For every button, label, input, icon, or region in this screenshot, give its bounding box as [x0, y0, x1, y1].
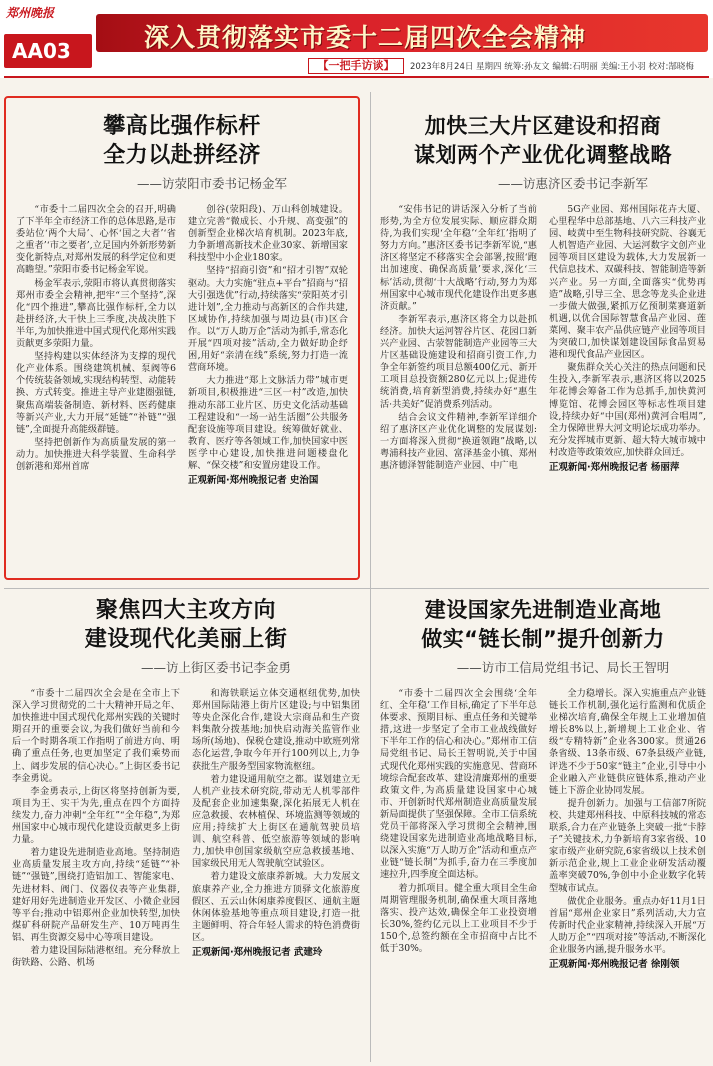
- paragraph: 着力建设国际陆港枢纽。充分释放上街铁路、公路、机场: [12, 944, 180, 969]
- column-divider: [370, 92, 371, 1062]
- article-headline: [378, 112, 708, 170]
- article-subhead: ——访惠济区委书记李新军: [497, 176, 648, 191]
- article-subhead: ——访上街区委书记李金勇: [140, 660, 291, 675]
- body-column: [549, 204, 706, 582]
- paragraph: 提升创新力。加强与工信部7所院校、共建郑州科技、中原科技城的常态联系,合力在产业链条上突破一批“卡脖子”关键技术,力争新培育3家省级、10家市级产业研究院,6家省级以上技术创新示范企业,规上工业企业研发活动覆盖率突破70%,争创中小企业数字化转型城市试点。: [549, 797, 706, 894]
- row-divider: [4, 588, 709, 589]
- paragraph: 坚持构建以实体经济为支撑的现代化产业体系。围绕建筑机械、泵阀等6个传统装备领域,实现结构转型、动能转换、方式转变。推进主导产业建圈强链,聚焦高端装备制造、新材料、医药健康等新兴产业,大力开展“延链”“补链”“强链”,全面提升高能级群链。: [16, 351, 176, 435]
- page-number-badge: AA03: [4, 34, 92, 68]
- paragraph: 着力建设先进制造业高地。坚持制造业高质量发展主攻方向,持续“延链”“补链”“强链”,围绕打造铝加工、智能家电、先进材料、阀门、仪器仪表等产业集群,建好用好先进制造业开发区、小微企业园等平台;推动中铝郑州企业加快转型,加快煤矿科研院产品研发生产、10万吨再生铝、再生资源交易中心等项目建设。: [12, 847, 180, 943]
- body-column: [380, 204, 537, 582]
- body-column: [16, 204, 176, 574]
- article-subhead: ——访市工信局党组书记、局长王智明: [456, 660, 670, 675]
- body-column: [188, 204, 348, 574]
- headline-line: 全力以赴拼经济: [103, 143, 261, 168]
- paragraph: 李金勇表示,上街区将坚持创新为要,项目为王、实干为先,重点在四个方面持续发力,奋力冲刺“全年红”“全年稳”,为郑州国家中心城市现代化建设贡献更多上街力量。: [12, 785, 180, 846]
- headline-line: 攀高比强作标杆: [103, 114, 261, 139]
- paragraph: “安伟书记的讲话深入分析了当前形势,为全方位发展实际、顺应群众期待,为我们实现‘全年稳’‘全年红’指明了努力方向。”惠济区委书记李新军说,“惠济区将坚定不移落实全会部署,按照‘跑出加速度、确保高质量’要求,深化‘三标’活动,贯彻‘十大战略’行动,努力为郑州国家中心城市现代化建设作出更多惠济贡献。”: [380, 204, 537, 312]
- headline-line: 建设现代化美丽上街: [84, 627, 288, 652]
- paragraph: “市委十二届四次全会围绕‘全年红、全年稳’工作目标,确定了下半年总体要求、预期目标、重点任务和关键举措,这进一步坚定了全市工业战线做好下半年工作的信心和决心。”郑州市工信局党组书记、局长王智明说,关于中国式现代化郑州实践的实施意见、营商环境综合配套改革、建设清廉郑州的重要政策文件,为高质量建设国家中心城市、开创新时代郑州制造业高质量发展新局面提供了坚强保障。全市工信系统党员干部将深入学习贯彻全会精神,围绕建设国家先进制造业高地战略目标,以深入实施“万人助万企”活动和重点产业链“链长制”为抓手,奋力在三季度加速拉升,四季度全面达标。: [380, 688, 537, 881]
- article-headline: [8, 596, 364, 654]
- paragraph: 李新军表示,惠济区将全力以赴抓经济。加快大运河智谷片区、花园口新兴产业园、古荥智能制造产业园等三大片区基础设施建设和招商引资工作,力争全年新签约项目总额400亿元、新开工项目总投资额280亿元以上;促进传统消费,培育新型消费,持续办好“惠生活·共美好”促消费系列活动。: [380, 313, 537, 410]
- article-headline: [10, 112, 354, 170]
- paragraph: 和海铁联运立体交通枢纽优势,加快郑州国际陆港上街片区建设;与中铝集团等央企深化合作,建设大宗商品和生产资料集散分拨基地;加快启动海关监管作业场所(场地)、保税仓建设,推动中欧班列常态化运营,争取今年开行100列以上,力争获批生产服务型国家物流枢纽。: [192, 688, 360, 772]
- paragraph: “市委十二届四次全会的召开,明确了下半年全市经济工作的总体思路,是市委站位‘两个大局’、心怀‘国之大者’‘省之重者’‘市之要者’,立足国内外新形势新变化新特点,对郑州发展的科学定位和更高瞻望。”荥阳市委书记杨金军说。: [16, 204, 176, 276]
- section-banner: [96, 14, 708, 52]
- paragraph: “市委十二届四次全会是在全市上下深入学习贯彻党的二十大精神开局之年、加快推进中国式现代化郑州实践的关键时期召开的重要会议,为我们做好当前和今后一个时期各项工作指明了前进方向、明确了重点任务,也更加坚定了我们乘势而上、阔步发展的信心决心。”上街区委书记李金勇说。: [12, 688, 180, 784]
- paragraph: 着力建设通用航空之都。谋划建立无人机产业技术研究院,带动无人机零部件及配套企业加速集聚,深化拓展无人机在应急救援、农林植保、环境监测等领域的应用;持续扩大上街区在通航驾驶员培训、航空科普、低空旅游等领域的影响力,加快申创国家级航空应急救援基地、国家级民用无人驾驶航空试验区。: [192, 773, 360, 870]
- headline-line: 建设国家先进制造业高地: [424, 598, 662, 622]
- paragraph: 坚持“招商引资”和“招才引智”双轮驱动。大力实施“驻点+平台”招商与“招大引强选优”行动,持续落实“荥阳英才引进计划”,全力推动与高新区的合作共建,区域协作,持续加强与周边县(市)区合作。以“万人助万企”活动为抓手,常态化开展“四项对接”活动,全力做好助企纾困,用好“亲清在线”系统,努力打造一流营商环境。: [188, 265, 348, 374]
- byline: 正观新闻·郑州晚报记者 史治国: [188, 475, 319, 487]
- byline: 正观新闻·郑州晚报记者 武建玲: [192, 946, 323, 958]
- paragraph: 着力抓项目。健全重大项目全生命周期管理服务机制,确保重大项目落地落实、投产达效,确保全年工业投资增长30%,签约亿元以上工业项目不少于150个,总签约额在全市招商中占比不低于30%。: [380, 882, 537, 954]
- article-body: [16, 204, 348, 574]
- paragraph: 结合会议文件精神,李新军详细介绍了惠济区产业优化调整的发展谋划:一方面将深入贯彻“换道领跑”战略,以粤浦科技产业园、富泽基金小镇、郑州惠济德泽智能制造产业园、中广电: [380, 411, 537, 471]
- body-column: [192, 688, 360, 1060]
- paragraph: 创谷(荥阳段)、万山科创城建设。建立完善“微成长、小升规、高变强”的创新型企业梯次培育机制。2023年底,力争新增高新技术企业30家、新增国家科技型中小企业180家。: [188, 204, 348, 264]
- article-subhead: ——访荥阳市委书记杨金军: [136, 176, 287, 191]
- article-shangjie: [8, 592, 364, 1062]
- article-gongxin: [378, 592, 708, 1062]
- column-tag: 【一把手访谈】: [308, 58, 404, 74]
- paragraph: 着力建设文旅康养新城。大力发展文旅康养产业,全力推进方顶驿文化旅游度假区、五云山休闲康养度假区、通航主题休闲体验基地等重点项目建设,打造一批主题鲜明、符合年轻人需求的特色消费街区。: [192, 871, 360, 943]
- body-column: [380, 688, 537, 1060]
- byline: 正观新闻·郑州晚报记者 徐刚领: [549, 959, 680, 971]
- edition-meta: 2023年8月24日 星期四 统筹:孙友文 编辑:石明丽 美编:王小羽 校对:郜晓梅: [410, 62, 694, 72]
- headline-line: 谋划两个产业优化调整战略: [414, 143, 672, 167]
- newspaper-logo: 郑州晚报: [6, 6, 55, 20]
- paragraph: 坚持把创新作为高质量发展的第一动力。加快推进大科学装置、生命科学创新港和郑州首席: [16, 436, 176, 472]
- article-xingyang: [10, 100, 354, 576]
- article-body: [380, 204, 706, 582]
- article-headline: [378, 596, 708, 654]
- paragraph: 做优企业服务。重点办好11月1日首届“郑州企业家日”系列活动,大力宣传新时代企业家精神,持续深入开展“万人助万企”“四项对接”等活动,不断深化企业服务内涵,提升服务水平。: [549, 895, 706, 955]
- article-body: [12, 688, 360, 1060]
- paragraph: 全力稳增长。深入实施重点产业链链长工作机制,强化运行监测和优质企业梯次培育,确保全年规上工业增加值增长8%以上,新增规上工业企业、省级“专精特新”企业各300家。贯通26条省级、13条市级、67条县级产业链,评选不少于50家“链主”企业,引导中小企业融入产业链供应链体系,推动产业链上下游企业协同发展。: [549, 688, 706, 796]
- paragraph: 聚焦群众关心关注的热点问题和民生投入,李新军表示,惠济区将以2025年花博会筹备工作为总抓手,加快黄河博览馆、花博会园区等标志性项目建设,持续办好“中国(郑州)黄河合唱周”,全力保障世界大河文明论坛成功举办。充分发挥城市更新、超大特大城市城中村改造等政策效应,加快群众回迁。: [549, 362, 706, 458]
- article-huiji: [378, 100, 708, 584]
- article-body: [380, 688, 706, 1060]
- body-column: [12, 688, 180, 1060]
- byline: 正观新闻·郑州晚报记者 杨丽萍: [549, 461, 680, 473]
- headline-line: 聚焦四大主攻方向: [95, 598, 276, 623]
- headline-line: 加快三大片区建设和招商: [424, 114, 662, 138]
- paragraph: 5G产业园、郑州国际花卉大厦、心里程华中总部基地、八六三科技产业园、岐黄中至生物科技研究院、谷襄无人机智造产业园、大运河数字文创产业园等项目区建设为载体,大力发展新一代信息技术、双碳科技、智能制造等新兴产业。另一方面,全面落实“优势再造”战略,引导三全、思念等龙头企业进一步做大做强,紧抓万亿预制菜赛道新机遇,以优合国际智慧食品产业园、莲菜网、聚丰农产品供应链产业园等项目为突破口,加快谋划建设国际食品贸易港和现代食品产业园区。: [549, 204, 706, 361]
- banner-title: 深入贯彻落实市委十二届四次全会精神: [144, 23, 587, 52]
- headline-line: 做实“链长制”提升创新力: [421, 627, 665, 651]
- masthead: [0, 0, 713, 78]
- paragraph: 大力推进“郑上文脉活力带”城市更新项目,积极推进“三区一村”改造,加快推动东部工业片区、历史文化活动基础工程建设和“一场一站生活圈”公共服务配套设施等项目建设。统筹做好就业、教育、医疗等各领域工作,加快国家中医医学中心建设,加快推进问题楼盘化解、“保交楼”和安置房建设工作。: [188, 375, 348, 471]
- body-column: [549, 688, 706, 1060]
- paragraph: 杨金军表示,荥阳市将认真贯彻落实郑州市委全会精神,把牢“三个坚持”,深化“四个推进”,攀高比强作标杆,全力以赴拼经济,大干快上三季度,决战决胜下半年,为加快推进中国式现代化郑州实践贡献更多荥阳力量。: [16, 277, 176, 350]
- header-rule: [4, 76, 709, 78]
